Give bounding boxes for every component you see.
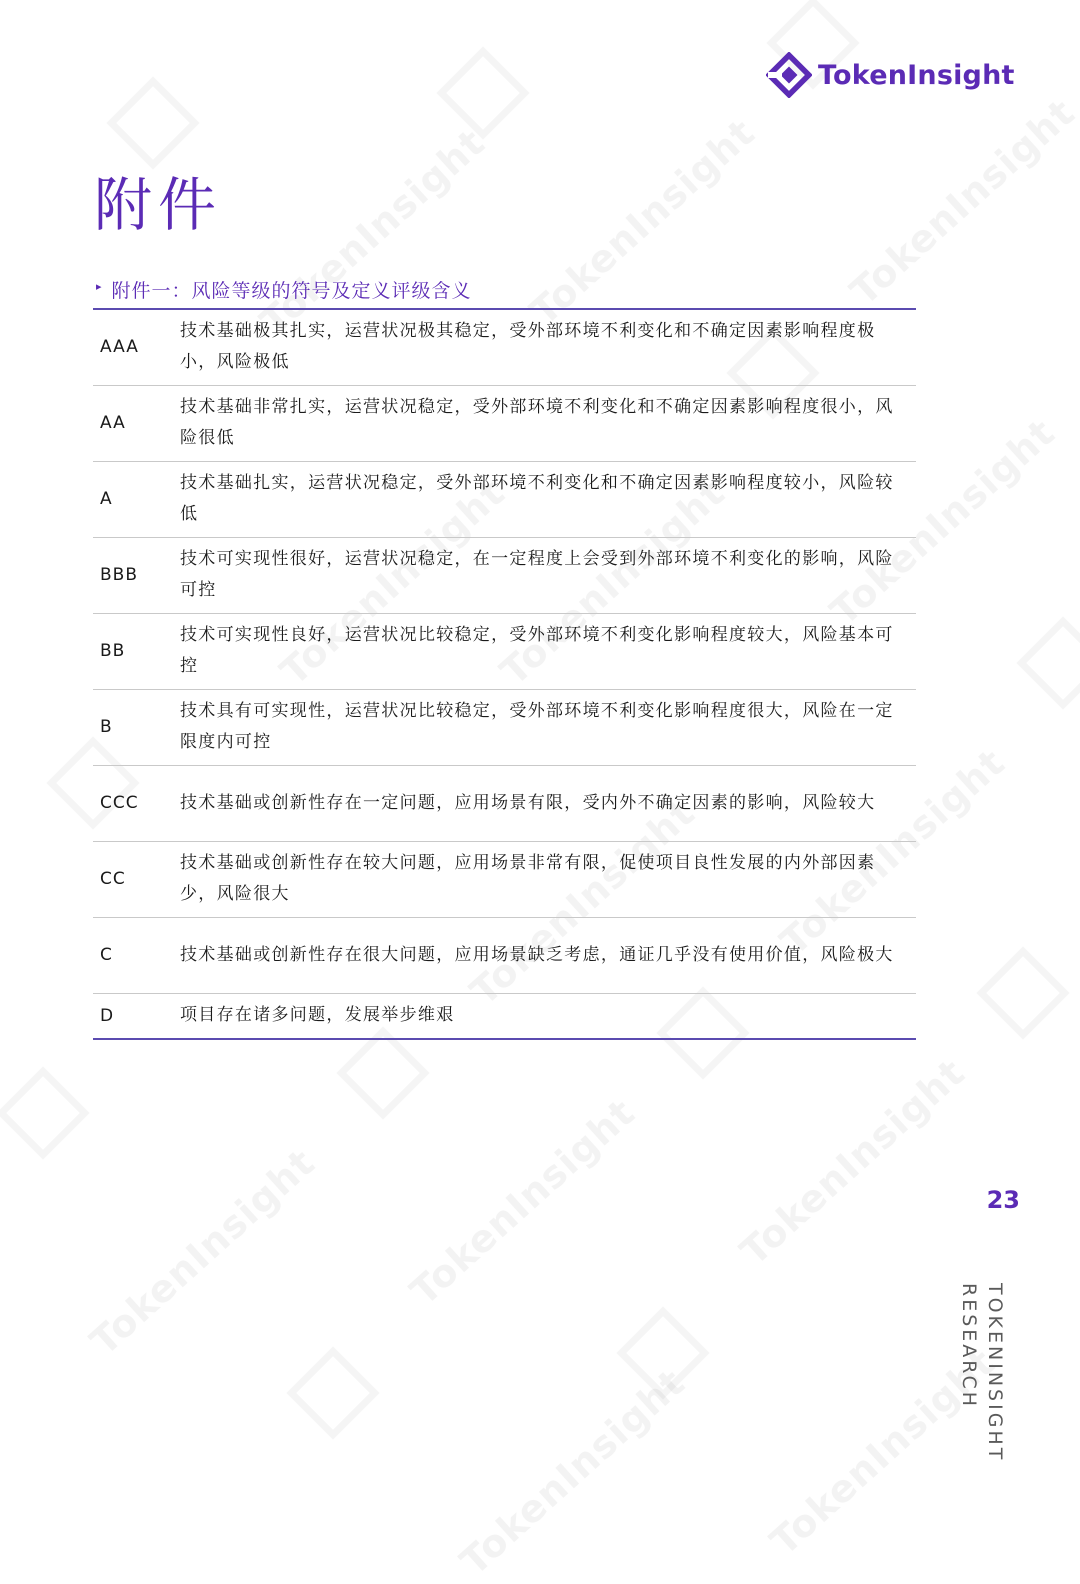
rating-description: 技术基础扎实，运营状况稳定，受外部环境不利变化和不确定因素影响程度较小，风险较低 (180, 461, 916, 537)
rating-grade: CCC (93, 765, 180, 841)
rating-description: 技术基础或创新性存在一定问题，应用场景有限，受内外不确定因素的影响，风险较大 (180, 765, 916, 841)
brand-name: TokenInsight (818, 59, 1015, 91)
page-title: 附件 (94, 171, 223, 239)
rating-description: 技术基础非常扎实，运营状况稳定，受外部环境不利变化和不确定因素影响程度很小，风险很低 (180, 385, 916, 461)
watermark-text (732, 1050, 973, 1274)
watermark-logo-icon (106, 76, 199, 169)
table-row (93, 689, 916, 765)
table-row (93, 993, 916, 1039)
table-row (93, 917, 916, 993)
table-row (93, 765, 916, 841)
table-row (93, 537, 916, 613)
triangle-bullet-icon: ▸ (96, 280, 102, 293)
rating-grade: B (93, 689, 180, 765)
rating-definition-table (93, 308, 916, 1040)
watermark-logo-icon (0, 1066, 90, 1159)
watermark-logo-icon (286, 1346, 379, 1439)
rating-description: 技术可实现性良好，运营状况比较稳定，受外部环境不利变化影响程度较大，风险基本可控 (180, 613, 916, 689)
watermark-logo-icon (436, 46, 529, 139)
rating-grade: BBB (93, 537, 180, 613)
watermark-text (452, 1360, 693, 1584)
table-row (93, 309, 916, 385)
rating-grade: C (93, 917, 180, 993)
table-row (93, 461, 916, 537)
rating-description: 技术基础或创新性存在很大问题，应用场景缺乏考虑，通证几乎没有使用价值，风险极大 (180, 917, 916, 993)
rating-description: 技术可实现性很好，运营状况稳定，在一定程度上会受到外部环境不利变化的影响，风险可控 (180, 537, 916, 613)
page-number: 23 (986, 1186, 1020, 1214)
watermark-logo-icon (616, 1306, 709, 1399)
vertical-brand-line-2: RESEARCH (958, 1283, 980, 1410)
rating-description: 项目存在诸多问题，发展举步维艰 (180, 993, 916, 1039)
table-row (93, 385, 916, 461)
section-heading (96, 276, 916, 303)
watermark-logo-icon (976, 946, 1069, 1039)
watermark-logo-icon (336, 1026, 429, 1119)
rating-grade: AA (93, 385, 180, 461)
table-row (93, 613, 916, 689)
rating-grade: A (93, 461, 180, 537)
section-heading-text: 附件一：风险等级的符号及定义评级含义 (111, 280, 472, 302)
watermark-text (82, 1140, 323, 1364)
vertical-brand-text (958, 1283, 1006, 1463)
rating-description: 技术基础极其扎实，运营状况极其稳定，受外部环境不利变化和不确定因素影响程度极小，风险极低 (180, 321, 876, 373)
watermark-logo-icon (1016, 616, 1080, 709)
rating-description: 技术基础或创新性存在较大问题，应用场景非常有限，促使项目良性发展的内外部因素少，风险很大 (180, 841, 916, 917)
brand-logo (766, 52, 1015, 98)
rating-grade: BB (93, 613, 180, 689)
tokeninsight-diamond-logo-icon (766, 52, 812, 98)
watermark-text (402, 1090, 643, 1314)
rating-grade: AAA (100, 337, 139, 358)
rating-grade: CC (93, 841, 180, 917)
table-row (93, 841, 916, 917)
rating-description: 技术具有可实现性，运营状况比较稳定，受外部环境不利变化影响程度很大，风险在一定限度内可控 (180, 689, 916, 765)
rating-grade: D (93, 993, 180, 1039)
vertical-brand-line-1: TOKENINSIGHT (984, 1283, 1006, 1463)
